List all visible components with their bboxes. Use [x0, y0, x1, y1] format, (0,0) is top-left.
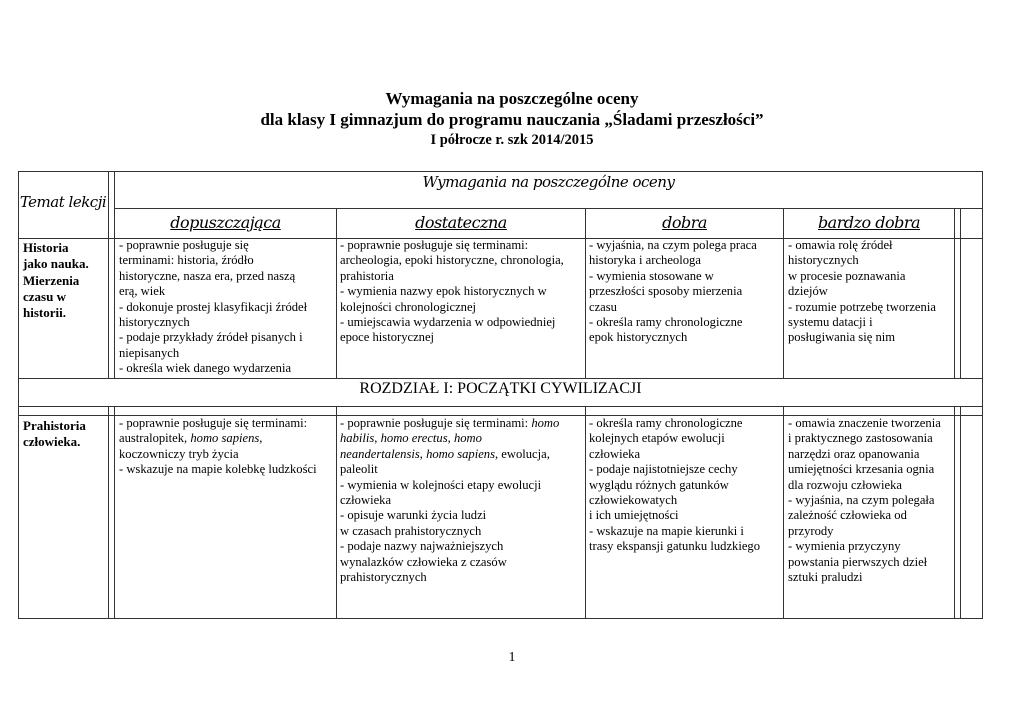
divider	[18, 406, 983, 407]
grade-header-bardzo-dobra: bardzo dobra	[817, 213, 921, 232]
requirements-header: Wymagania na poszczególne oceny	[422, 173, 675, 191]
row2-c2-term: homo erectus	[380, 431, 448, 446]
row2-bardzo-dobra: - omawia znaczenie tworzenia i praktycznego zastosowania narzędzi oraz opanowania umiejętności krzesania ognia dla rozwoju człowieka - wyjaśnia, na czym polegała zależność człowieka od przyrody - wymienia przyczyny powstania pierwszych dzieł sztuki praludzi	[788, 416, 941, 585]
grade-header-dobra: dobra	[662, 213, 707, 232]
topic-prahistoria: Prahistoria człowieka.	[23, 418, 86, 450]
row2-c2-term: homo sapiens	[426, 446, 495, 461]
row2-c1-text: - poprawnie posługuje się terminami: australopitek,	[119, 416, 308, 446]
row2-c2-term: habilis	[340, 431, 375, 446]
divider	[960, 406, 961, 619]
divider	[114, 208, 983, 209]
divider	[585, 406, 586, 619]
divider	[783, 208, 784, 378]
divider	[336, 406, 337, 619]
divider	[114, 406, 115, 619]
row2-c1-term: homo sapiens	[190, 431, 260, 446]
requirements-table	[18, 171, 983, 619]
divider	[960, 208, 961, 378]
row2-c2-sep: ,	[374, 431, 381, 446]
divider	[18, 378, 983, 379]
divider	[783, 406, 784, 619]
divider	[585, 208, 586, 378]
row1-dopuszczajaca: - poprawnie posługuje się terminami: historia, źródło historyczne, nasza era, przed naszą erą, wiek - dokonuje prostej klasyfikacji źródeł historycznych - podaje przykłady źródeł pisanych i niepisanych - określa wiek danego wydarzenia	[119, 238, 308, 376]
page-number: 1	[508, 650, 516, 665]
grade-header-dopuszczajaca: dopuszczająca	[170, 213, 281, 232]
row2-dopuszczajaca	[119, 416, 317, 478]
divider	[108, 171, 109, 378]
row2-c2-sep: ,	[419, 446, 427, 461]
row2-c2-text-2: , ewolucja, paleolit - wymienia w kolejności etapy ewolucji człowieka - opisuje warunki życia ludzi w czasach prahistorycznych - podaje nazwy najważniejszych wynalazków człowieka z czasów prahistorycznych	[340, 446, 550, 585]
document-title	[0, 88, 1024, 150]
divider	[108, 406, 109, 619]
divider	[336, 208, 337, 378]
row2-c1-text-2: , koczowniczy tryb życia - wskazuje na mapie kolebkę ludzkości	[119, 431, 317, 477]
title-line-3: I półrocze r. szk 2014/2015	[430, 132, 594, 148]
row2-dostateczna	[340, 416, 559, 585]
topic-header: Temat lekcji	[19, 193, 107, 211]
title-line-2: dla klasy I gimnazjum do programu nauczania „Śladami przeszłości”	[260, 110, 764, 129]
title-line-1: Wymagania na poszczególne oceny	[385, 89, 639, 108]
row2-c2-term: homo	[453, 431, 482, 446]
topic-historia: Historia jako nauka. Mierzenia czasu w historii.	[23, 240, 89, 321]
divider	[954, 406, 955, 619]
row2-c2-sep: ,	[447, 431, 454, 446]
divider	[954, 208, 955, 378]
row1-dostateczna: - poprawnie posługuje się terminami: archeologia, epoki historyczne, chronologia, prahistoria - wymienia nazwy epok historycznych w kolejności chronologicznej - umiejscawia wydarzenia w odpowiedniej epoce historycznej	[340, 238, 564, 345]
grade-header-dostateczna: dostateczna	[415, 213, 507, 232]
row2-c2-text: - poprawnie posługuje się terminami:	[340, 416, 532, 430]
divider	[114, 171, 115, 378]
section-title: ROZDZIAŁ I: POCZĄTKI CYWILIZACJI	[359, 380, 642, 397]
row1-bardzo-dobra: - omawia rolę źródeł historycznych w procesie poznawania dziejów - rozumie potrzebę tworzenia systemu datacji i posługiwania się nim	[788, 238, 936, 345]
row2-c2-term: neandertalensis	[340, 446, 420, 461]
row2-c2-term: homo	[531, 416, 560, 430]
row2-dobra: - określa ramy chronologiczne kolejnych etapów ewolucji człowieka - podaje najistotniejsze cechy wyglądu różnych gatunków człowiekowatych i ich umiejętności - wskazuje na mapie kierunki i trasy ekspansji gatunku ludzkiego	[589, 416, 761, 554]
row1-dobra: - wyjaśnia, na czym polega praca historyka i archeologa - wymienia stosowane w przeszłości sposoby mierzenia czasu - określa ramy chronologiczne epok historycznych	[589, 238, 757, 345]
